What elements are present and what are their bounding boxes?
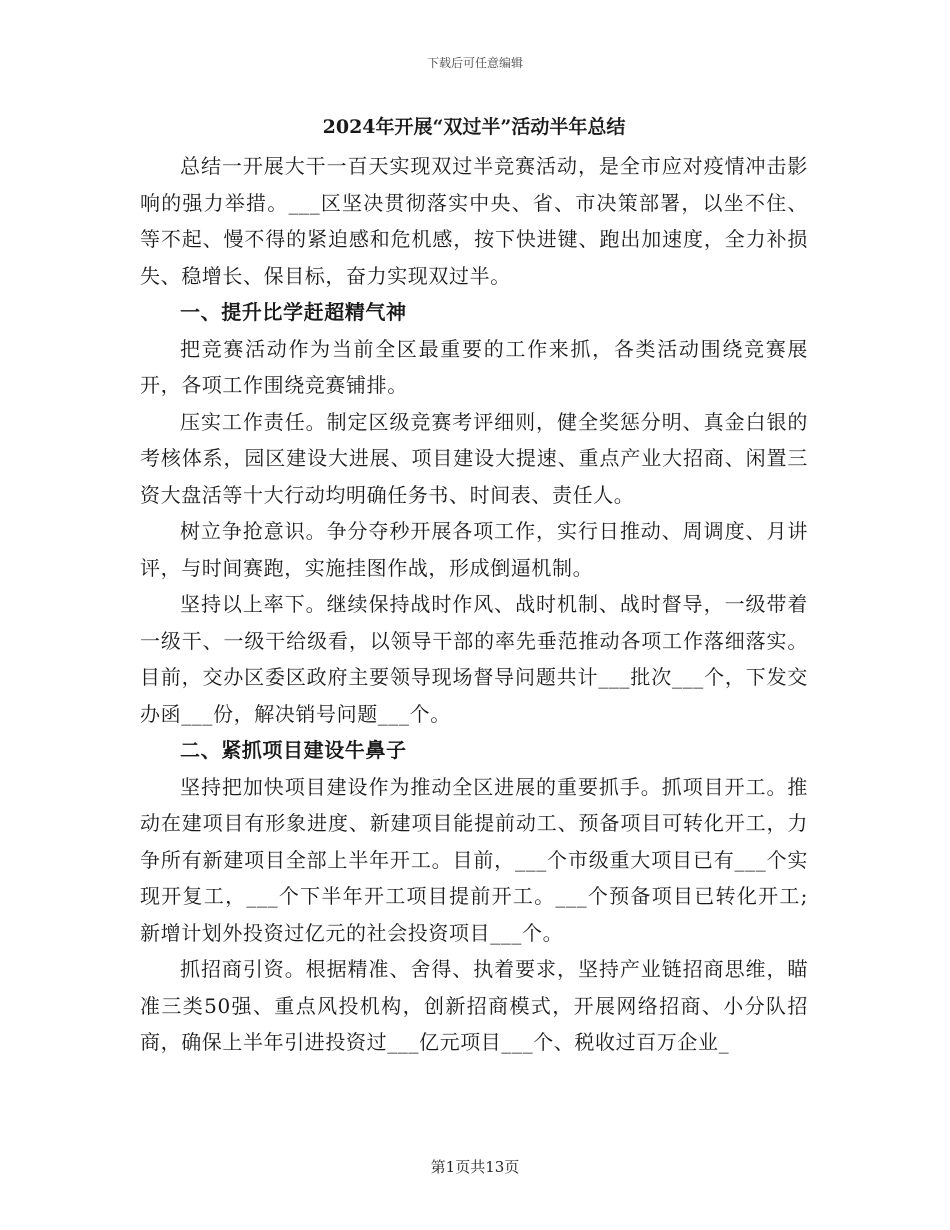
paragraph: 坚持以上率下。继续保持战时作风、战时机制、战时督导，一级带着一级干、一级干给级看，以领导干部的率先垂范推动各项工作落细落实。目前，交办区委区政府主要领导现场督导问题共计___批次___个，下发交办函___份，解决销号问题___个。 — [140, 592, 808, 726]
page-footer: 第1页共13页 — [430, 1158, 520, 1176]
paragraph-intro: 总结一开展大干一百天实现双过半竞赛活动，是全市应对疫情冲击影响的强力举措。___区坚决贯彻落实中央、省、市决策部署，以坐不住、等不起、慢不得的紧迫感和危机感，按下快进键、跑出加速度，全力补损失、稳增长、保目标，奋力实现双过半。 — [140, 154, 808, 288]
paragraph: 压实工作责任。制定区级竞赛考评细则，健全奖惩分明、真金白银的考核体系，园区建设大进展、项目建设大提速、重点产业大招商、闲置三资大盘活等十大行动均明确任务书、时间表、责任人。 — [140, 409, 808, 507]
paragraph: 树立争抢意识。争分夺秒开展各项工作，实行日推动、周调度、月讲评，与时间赛跑，实施挂图作战，形成倒逼机制。 — [140, 519, 808, 580]
paragraph: 把竞赛活动作为当前全区最重要的工作来抓，各类活动围绕竞赛展开，各项工作围绕竞赛铺排。 — [140, 336, 808, 397]
document-title: 2024年开展“双过半”活动半年总结 — [322, 116, 626, 138]
section-heading-2: 二、紧抓项目建设牛鼻子 — [180, 738, 407, 762]
header-note: 下载后可任意编辑 — [426, 56, 523, 70]
paragraph: 坚持把加快项目建设作为推动全区进展的重要抓手。抓项目开工。推动在建项目有形象进度、新建项目能提前动工、预备项目可转化开工，力争所有新建项目全部上半年开工。目前，___个市级重大项目已有___个实现开复工，___个下半年开工项目提前开工。___个预备项目已转化开工;新增计划外投资过亿元的社会投资项目___个。 — [140, 774, 808, 945]
document-body — [140, 110, 808, 1061]
section-heading-1: 一、提升比学赶超精气神 — [180, 300, 407, 324]
paragraph: 抓招商引资。根据精准、舍得、执着要求，坚持产业链招商思维，瞄准三类50强、重点风投机构，创新招商模式，开展网络招商、小分队招商，确保上半年引进投资过___亿元项目___个、税收过百万企业_ — [140, 957, 808, 1054]
